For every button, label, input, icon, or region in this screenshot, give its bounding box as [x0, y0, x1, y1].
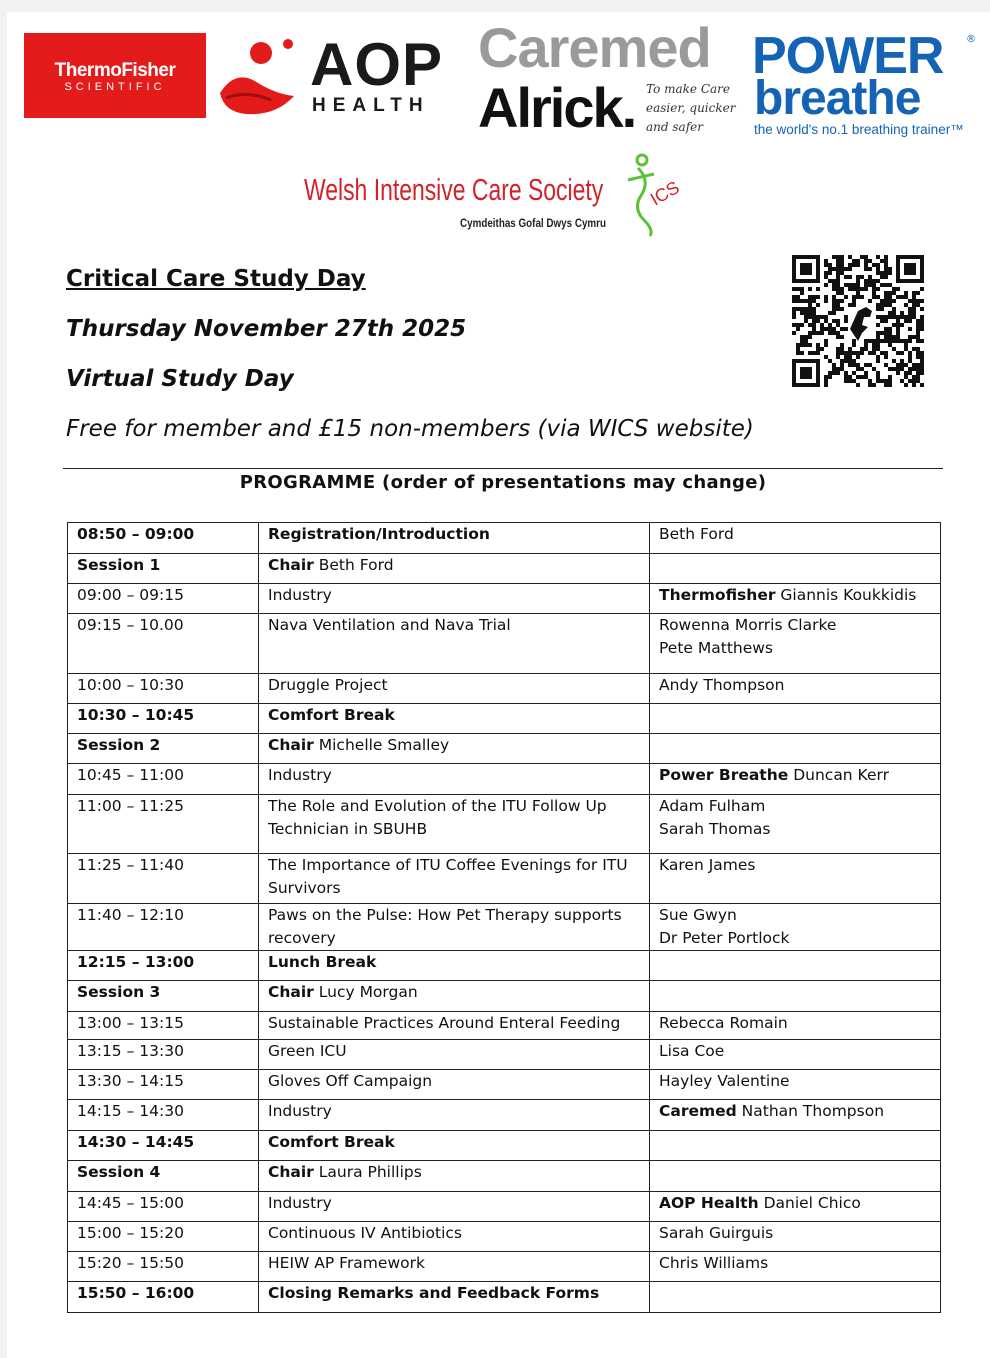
title-bold: Closing Remarks and Feedback Forms: [268, 1284, 600, 1302]
time-cell: 08:50 – 09:00: [68, 523, 259, 554]
speaker-cell: [650, 795, 941, 854]
caremed-logo: Caremed: [478, 16, 711, 79]
speaker-name: Adam Fulham Sarah Thomas: [659, 797, 771, 838]
speaker-name: Duncan Kerr: [788, 766, 889, 784]
time-cell: 10:00 – 10:30: [68, 674, 259, 704]
speaker-org: AOP Health: [659, 1194, 759, 1212]
time-cell: Session 1: [68, 554, 259, 584]
time-cell: 14:30 – 14:45: [68, 1131, 259, 1161]
table-row: [68, 1040, 941, 1070]
speaker-name: Lisa Coe: [659, 1042, 725, 1060]
speaker-cell: [650, 704, 941, 734]
speaker-cell: [650, 1040, 941, 1070]
speaker-name: Daniel Chico: [758, 1194, 861, 1212]
event-fee: Free for member and £15 non-members (via WICS website): [66, 416, 754, 442]
speaker-cell: [650, 854, 941, 904]
table-row: [68, 1100, 941, 1131]
event-date: Thursday November 27th 2025: [66, 316, 467, 342]
title-text: Nava Ventilation and Nava Trial: [268, 616, 511, 634]
speaker-cell: [650, 734, 941, 764]
title-cell: [259, 1192, 650, 1222]
speaker-cell: [650, 1131, 941, 1161]
speaker-name: Beth Ford: [659, 525, 734, 543]
table-row: [68, 795, 941, 854]
table-row: [68, 1161, 941, 1192]
speaker-name: Giannis Koukkidis: [775, 586, 917, 604]
title-text: Sustainable Practices Around Enteral Feeding: [268, 1014, 621, 1032]
time-cell: 14:45 – 15:00: [68, 1192, 259, 1222]
thermofisher-sub: SCIENTIFIC: [64, 81, 166, 93]
speaker-cell: [650, 764, 941, 795]
time-cell: 13:15 – 13:30: [68, 1040, 259, 1070]
title-bold: Chair: [268, 983, 314, 1001]
table-row: [68, 523, 941, 554]
title-text: Industry: [268, 1102, 332, 1120]
wics-figure-icon: [620, 150, 690, 238]
speaker-org: Caremed: [659, 1102, 737, 1120]
table-row: [68, 904, 941, 951]
title-cell: [259, 904, 650, 951]
event-format: Virtual Study Day: [66, 366, 294, 392]
speaker-org: Thermofisher: [659, 586, 776, 604]
page-title: Critical Care Study Day: [66, 266, 366, 292]
table-row: [68, 951, 941, 981]
time-cell: 15:00 – 15:20: [68, 1222, 259, 1252]
title-text: Green ICU: [268, 1042, 347, 1060]
speaker-cell: [650, 584, 941, 614]
speaker-name: Sarah Guirguis: [659, 1224, 774, 1242]
table-row: [68, 1131, 941, 1161]
aop-health-sub: HEALTH: [312, 95, 430, 116]
title-cell: [259, 1222, 650, 1252]
alrick-logo: Alrick.: [478, 76, 636, 139]
speaker-name: Sue Gwyn Dr Peter Portlock: [659, 906, 790, 947]
svg-text:ICS: ICS: [646, 177, 683, 210]
title-text: Druggle Project: [268, 676, 388, 694]
time-cell: 10:30 – 10:45: [68, 704, 259, 734]
title-cell: [259, 764, 650, 795]
time-cell: 13:00 – 13:15: [68, 1012, 259, 1040]
title-cell: [259, 1131, 650, 1161]
time-cell: 15:50 – 16:00: [68, 1282, 259, 1313]
title-cell: [259, 584, 650, 614]
power-breathe-logo-breathe: breathe: [754, 72, 921, 125]
time-cell: 11:25 – 11:40: [68, 854, 259, 904]
title-text: Industry: [268, 766, 332, 784]
divider: [63, 468, 943, 469]
table-row: [68, 1282, 941, 1313]
qr-code[interactable]: [792, 255, 928, 389]
speaker-name: Nathan Thompson: [736, 1102, 885, 1120]
table-row: [68, 854, 941, 904]
time-cell: 11:40 – 12:10: [68, 904, 259, 951]
table-row: [68, 1252, 941, 1282]
speaker-cell: [650, 1100, 941, 1131]
registered-mark: ®: [966, 34, 976, 45]
title-cell: [259, 951, 650, 981]
speaker-cell: [650, 1252, 941, 1282]
title-text: Lucy Morgan: [313, 983, 418, 1001]
table-row: [68, 614, 941, 674]
title-text: The Role and Evolution of the ITU Follow Up Technician in SBUHB: [268, 797, 612, 838]
speaker-cell: [650, 614, 941, 674]
table-row: [68, 1192, 941, 1222]
title-text: Laura Phillips: [313, 1163, 422, 1181]
wics-logo-sub: Cymdeithas Gofal Dwys Cymru: [460, 216, 607, 230]
table-row: [68, 734, 941, 764]
time-cell: 14:15 – 14:30: [68, 1100, 259, 1131]
title-text: Continuous IV Antibiotics: [268, 1224, 462, 1242]
title-cell: [259, 1100, 650, 1131]
speaker-name: Karen James: [659, 856, 756, 874]
title-cell: [259, 1040, 650, 1070]
title-cell: [259, 1012, 650, 1040]
power-breathe-logo-power: POWER: [752, 27, 944, 85]
speaker-cell: [650, 674, 941, 704]
title-cell: [259, 523, 650, 554]
table-row: [68, 1070, 941, 1100]
time-cell: 11:00 – 11:25: [68, 795, 259, 854]
table-row: [68, 1222, 941, 1252]
time-cell: 09:00 – 09:15: [68, 584, 259, 614]
table-row: [68, 584, 941, 614]
time-cell: Session 4: [68, 1161, 259, 1192]
speaker-name: Rebecca Romain: [659, 1014, 788, 1032]
title-bold: Lunch Break: [268, 953, 377, 971]
speaker-cell: [650, 951, 941, 981]
title-bold: Chair: [268, 736, 314, 754]
title-cell: [259, 704, 650, 734]
speaker-name: Hayley Valentine: [659, 1072, 790, 1090]
speaker-name: Chris Williams: [659, 1254, 769, 1272]
title-bold: Chair: [268, 556, 314, 574]
speaker-name: Andy Thompson: [659, 676, 785, 694]
power-breathe-tagline: the world's no.1 breathing trainer™: [754, 122, 964, 137]
table-row: [68, 764, 941, 795]
title-cell: [259, 1070, 650, 1100]
title-bold: Comfort Break: [268, 706, 395, 724]
time-cell: 12:15 – 13:00: [68, 951, 259, 981]
time-cell: Session 2: [68, 734, 259, 764]
title-text: The Importance of ITU Coffee Evenings for ITU Survivors: [268, 856, 633, 897]
table-row: [68, 1012, 941, 1040]
title-cell: [259, 1252, 650, 1282]
time-cell: Session 3: [68, 981, 259, 1012]
aop-health-mark-icon: [216, 38, 301, 118]
thermofisher-logo: [24, 33, 206, 118]
time-cell: 15:20 – 15:50: [68, 1252, 259, 1282]
title-text: Paws on the Pulse: How Pet Therapy supports recovery: [268, 906, 627, 947]
speaker-cell: [650, 1070, 941, 1100]
programme-table: [67, 522, 941, 1313]
title-cell: [259, 614, 650, 674]
title-cell: [259, 854, 650, 904]
table-row: [68, 674, 941, 704]
title-cell: [259, 981, 650, 1012]
programme-heading: PROGRAMME (order of presentations may change): [239, 472, 767, 493]
speaker-org: Power Breathe: [659, 766, 789, 784]
speaker-name: Rowenna Morris Clarke Pete Matthews: [659, 616, 837, 657]
thermofisher-name: ThermoFisher: [54, 60, 176, 81]
speaker-cell: [650, 1282, 941, 1313]
speaker-cell: [650, 554, 941, 584]
speaker-cell: [650, 1161, 941, 1192]
title-cell: [259, 1282, 650, 1313]
title-cell: [259, 795, 650, 854]
speaker-cell: [650, 981, 941, 1012]
title-cell: [259, 554, 650, 584]
speaker-cell: [650, 1192, 941, 1222]
time-cell: 13:30 – 14:15: [68, 1070, 259, 1100]
title-cell: [259, 674, 650, 704]
time-cell: 09:15 – 10.00: [68, 614, 259, 674]
title-text: Industry: [268, 586, 332, 604]
title-cell: [259, 1161, 650, 1192]
title-text: Gloves Off Campaign: [268, 1072, 433, 1090]
title-bold: Registration/Introduction: [268, 525, 490, 543]
title-bold: Chair: [268, 1163, 314, 1181]
title-text: Industry: [268, 1194, 332, 1212]
table-row: [68, 704, 941, 734]
table-row: [68, 554, 941, 584]
title-text: HEIW AP Framework: [268, 1254, 425, 1272]
title-cell: [259, 734, 650, 764]
speaker-cell: [650, 1012, 941, 1040]
time-cell: 10:45 – 11:00: [68, 764, 259, 795]
speaker-cell: [650, 1222, 941, 1252]
wics-logo-name: Welsh Intensive Care Society: [304, 172, 604, 207]
aop-health-name: AOP: [310, 31, 444, 98]
speaker-cell: [650, 523, 941, 554]
title-bold: Comfort Break: [268, 1133, 395, 1151]
title-text: Michelle Smalley: [313, 736, 450, 754]
title-text: Beth Ford: [313, 556, 394, 574]
alrick-tagline: To make Care easier, quicker and safer: [646, 82, 736, 134]
speaker-cell: [650, 904, 941, 951]
table-row: [68, 981, 941, 1012]
